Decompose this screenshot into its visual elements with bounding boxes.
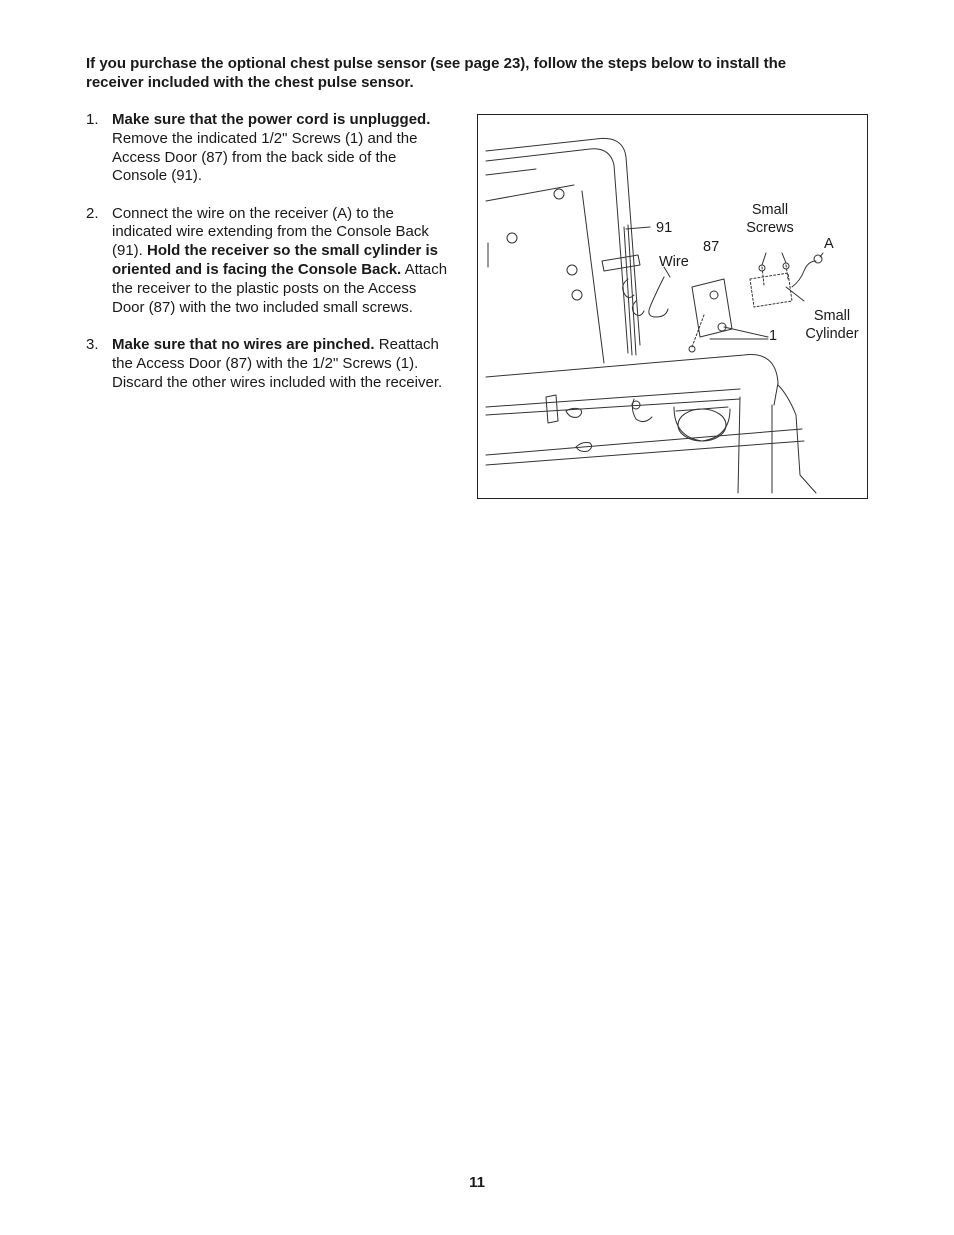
instruction-steps xyxy=(86,111,448,411)
step-bold-lead: Make sure that the power cord is unplugged. xyxy=(112,111,431,128)
step-text: Remove the indicated 1/2" Screws (1) and the Access Door (87) from the back side of the Console (91). xyxy=(112,129,418,185)
step-1 xyxy=(86,111,448,186)
callout-a: A xyxy=(824,236,834,252)
callout-91: 91 xyxy=(656,220,673,236)
step-number: 1. xyxy=(86,111,99,128)
step-3 xyxy=(86,336,448,392)
step-number: 2. xyxy=(86,204,99,222)
callout-small-screws: Small Screws xyxy=(746,202,794,236)
callout-small-cylinder: Small Cylinder xyxy=(805,308,859,342)
callout-wire: Wire xyxy=(659,254,689,270)
step-bold-lead: Make sure that no wires are pinched. xyxy=(112,335,375,353)
step-text-lead: Connect the wire on the receiver (A) to the indicated wire extending from the Console Back (91). xyxy=(112,204,429,260)
intro-paragraph: If you purchase the optional chest pulse sensor (see page 23), follow the steps below to install the receiver included with the chest pulse sensor. xyxy=(86,55,787,91)
step-text: Attach the receiver to the plastic posts on the Access Door (87) with the two included small screws. xyxy=(112,261,448,316)
callout-87: 87 xyxy=(703,239,720,255)
step-number: 3. xyxy=(86,335,99,353)
page-number: 11 xyxy=(469,1174,485,1191)
callout-1: 1 xyxy=(769,328,778,344)
step-2 xyxy=(86,205,448,318)
step-bold-mid: Hold the receiver so the small cylinder is oriented and is facing the Console Back. xyxy=(112,242,438,279)
installation-figure xyxy=(477,114,868,499)
step-text: Reattach the Access Door (87) with the 1/2" Screws (1). Discard the other wires included with the receiver. xyxy=(112,335,443,391)
